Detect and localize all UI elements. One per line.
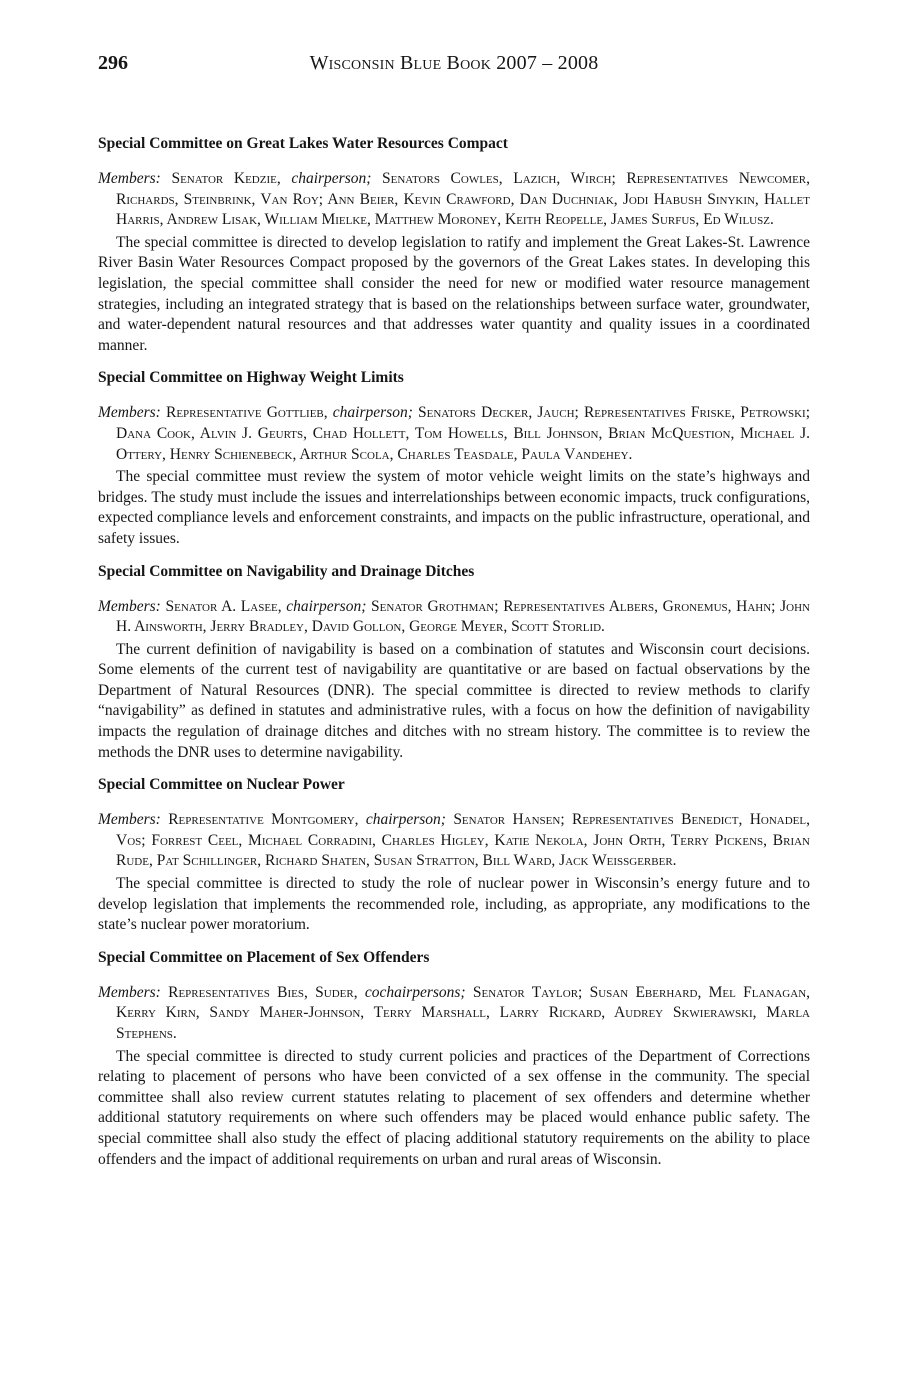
chair-role: chairperson; — [291, 170, 372, 187]
committee-great-lakes — [98, 134, 810, 356]
committee-sex-offenders — [98, 948, 810, 1170]
chair-role: chairperson; — [286, 597, 367, 615]
committee-members — [98, 597, 810, 638]
committee-description: The special committee is directed to study the role of nuclear power in Wisconsin’s energy future and to develop legislation that implements the recommended role, including, as appropriate, any modifications to the state’s nuclear power moratorium. — [98, 875, 810, 934]
other-members: Senators Decker, Jauch; Representatives Friske, Petrowski; Dana Cook, Alvin J. Geurts, Chad Hollett, Tom Howells, Bill Johnson, Brian McQuestion, Michael J. Ottery, Henry Schienebeck, Arthur Scola, Charles Teasdale, Paula Vandehey. — [116, 404, 811, 463]
other-members: Senator Taylor; Susan Eberhard, Mel Flanagan, Kerry Kirn, Sandy Maher-Johnson, Terry Marshall, Larry Rickard, Audrey Skwierawski, Marla Stephens. — [116, 983, 811, 1042]
other-members: Senators Cowles, Lazich, Wirch; Representatives Newcomer, Richards, Steinbrink, Van Roy; Ann Beier, Kevin Crawford, Dan Duchniak, Jodi Habush Sinykin, Hallet Harris, Andrew Lisak, William Mielke, Matthew Moroney, Keith Reopelle, James Surfus, Ed Wilusz. — [116, 170, 810, 229]
other-members: Senator Hansen; Representatives Benedict, Honadel, Vos; Forrest Ceel, Michael Corradini, Charles Higley, Katie Nekola, John Orth, Terry Pickens, Brian Rude, Pat Schillinger, Richard Shaten, Susan Stratton, Bill Ward, Jack Weissgerber. — [116, 811, 810, 870]
other-members: Senator Grothman; Representatives Albers, Gronemus, Hahn; John H. Ainsworth, Jerry Bradley, David Gollon, George Meyer, Scott Storlid. — [116, 597, 810, 636]
committee-title: Special Committee on Great Lakes Water Resources Compact — [98, 135, 508, 152]
committee-list — [98, 134, 810, 1170]
chair-role: cochairpersons; — [364, 983, 466, 1001]
committee-chair: Representatives Bies, Suder, — [168, 983, 358, 1001]
committee-navigability — [98, 562, 810, 764]
committee-members — [98, 403, 810, 465]
committee-title: Special Committee on Placement of Sex Offenders — [98, 948, 430, 966]
running-header — [98, 52, 810, 86]
committee-description: The special committee is directed to study current policies and practices of the Department of Corrections relating to placement of persons who have been convicted of a sex offense in the community. The special committee shall also review current statutes relating to placement of sex offenders and determine whether additional statutory requirements on where such offenders may be placed would enhance public safety. The special committee shall also study the effect of placing additional statutory requirements on the ability to place offenders and the impact of additional requirements on urban and rural areas of Wisconsin. — [98, 1047, 810, 1168]
members-label: Members: — [98, 404, 161, 422]
committee-description: The current definition of navigability is based on a combination of statutes and Wisconsin court decisions. Some elements of the current test of navigability are quantitative or are based on factual observations by the Department of Natural Resources (DNR). The special committee is directed to review methods to clarify “navigability” as defined in statutes and administrative rules, with a focus on how the definition of navigability impacts the regulation of drainage ditches and ditches with no stream history. The committee is to review the methods the DNR uses to determine navigability. — [98, 640, 810, 761]
committee-description: The special committee is directed to develop legislation to ratify and implement the Great Lakes-St. Lawrence River Basin Water Resources Compact proposed by the governors of the Great Lakes states. In developing this legislation, the special committee shall consider the need for new or modified water resource management strategies, including an integrated strategy that is based on the relationships between surface water, groundwater, and water-dependent natural resources and that addresses water quantity and quality issues in a coordinated manner. — [98, 233, 810, 354]
committee-title: Special Committee on Nuclear Power — [98, 776, 345, 794]
committee-chair: Senator A. Lasee, — [165, 597, 282, 615]
committee-nuclear-power — [98, 775, 810, 936]
chair-role: chairperson; — [365, 811, 446, 829]
committee-members — [98, 810, 810, 872]
members-label: Members: — [98, 170, 161, 187]
committee-chair: Representative Montgomery, — [168, 811, 359, 829]
committee-description: The special committee must review the system of motor vehicle weight limits on the state’s highways and bridges. The study must include the issues and interrelationships between economic impacts, truck configurations, expected compliance levels and enforcement constraints, and impacts on the public infrastructure, operational, and safety issues. — [98, 468, 810, 547]
book-title: Wisconsin Blue Book 2007 – 2008 — [309, 52, 599, 74]
document-page — [98, 52, 810, 1182]
members-label: Members: — [98, 983, 161, 1001]
chair-role: chairperson; — [332, 404, 413, 422]
committee-members — [98, 169, 810, 231]
page-number: 296 — [98, 52, 128, 74]
committee-chair: Senator Kedzie, — [171, 170, 281, 187]
members-label: Members: — [98, 597, 161, 615]
committee-title: Special Committee on Navigability and Drainage Ditches — [98, 562, 475, 580]
committee-highway-weight — [98, 368, 810, 549]
committee-members — [98, 983, 810, 1045]
committee-title: Special Committee on Highway Weight Limits — [98, 369, 404, 387]
members-label: Members: — [98, 811, 161, 829]
committee-chair: Representative Gottlieb, — [165, 404, 328, 422]
